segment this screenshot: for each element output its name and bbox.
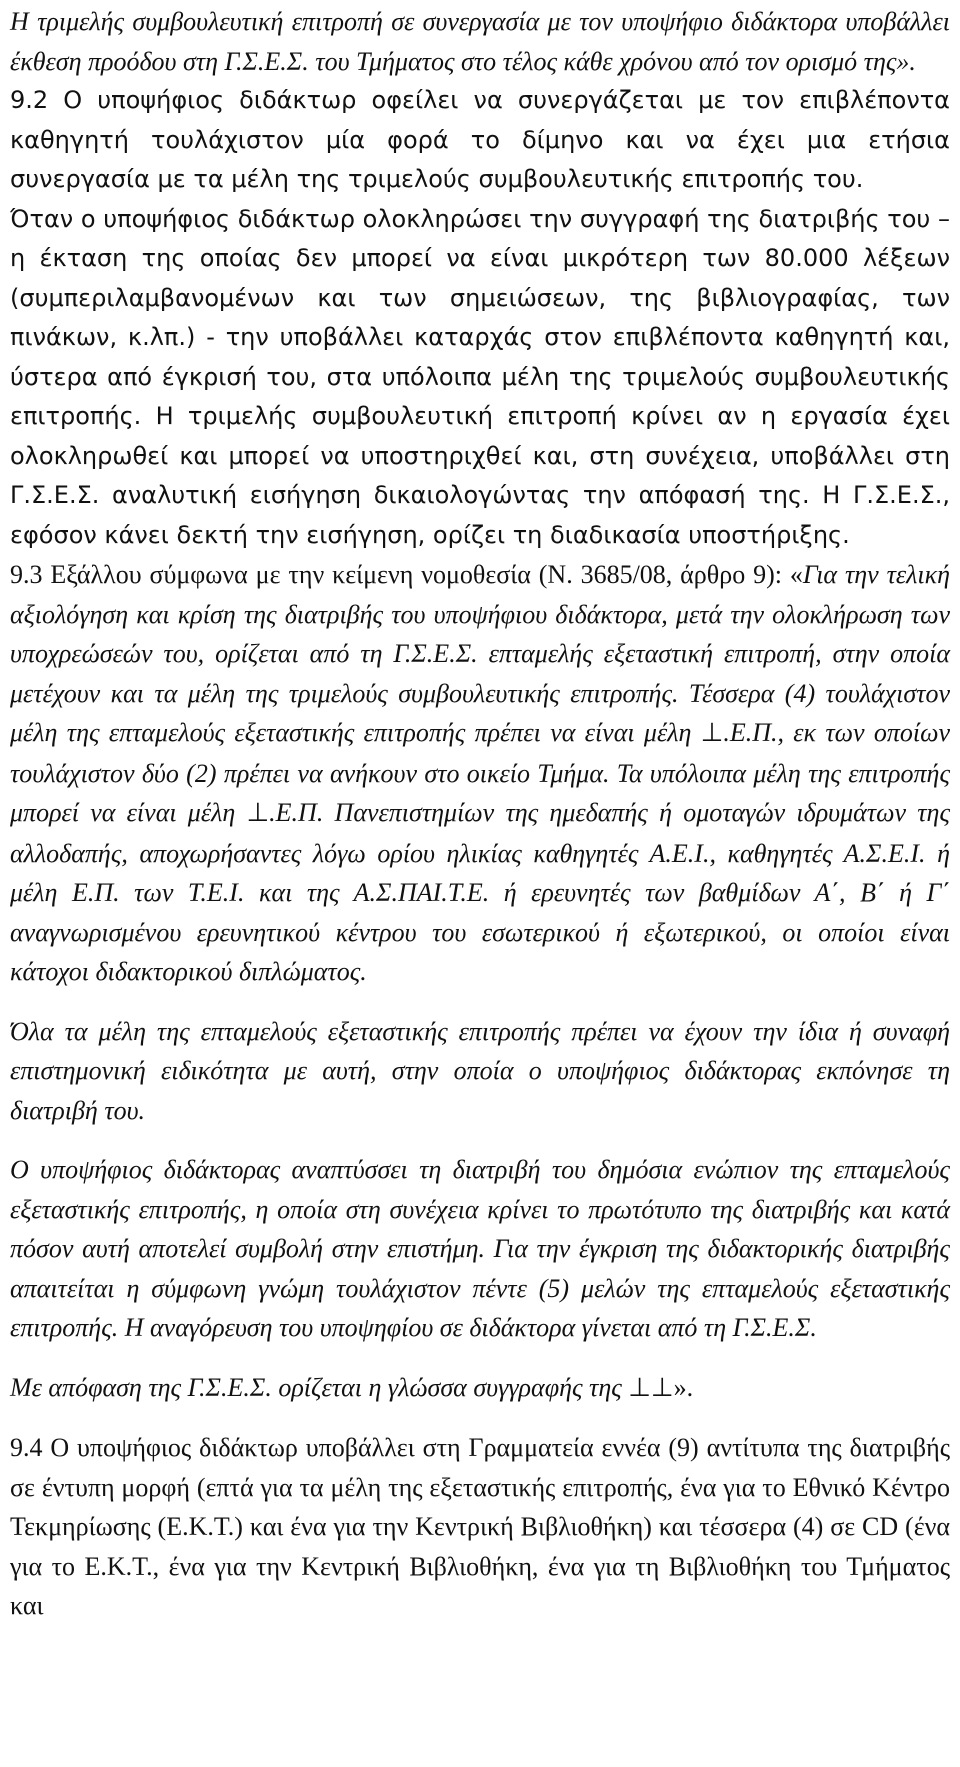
missing-glyph-icon: ⊥ bbox=[700, 718, 724, 748]
paragraph-language-text: Με απόφαση της Γ.Σ.Ε.Σ. ορίζεται η γλώσσα συγγραφής της bbox=[10, 1372, 629, 1402]
missing-glyph-icon: ⊥ bbox=[246, 798, 270, 828]
paragraph-9-3-lead: 9.3 Εξάλλου σύμφωνα με την κείμενη νομοθεσία (Ν. 3685/08, άρθρο 9): « bbox=[10, 560, 803, 589]
paragraph-language-end: ». bbox=[673, 1372, 694, 1402]
paragraph-9-2: 9.2 Ο υποψήφιος διδάκτωρ οφείλει να συνεργάζεται με τον επιβλέποντα καθηγητή τουλάχιστον μία φορά το δίμηνο και να έχει μια ετήσια συνεργασία με τα μέλη της τριμελούς συμβουλευτικής επιτροπής του. bbox=[10, 86, 950, 193]
paragraph-9-3-quote-part-1: Για την τελική αξιολόγηση και κρίση της διατριβής του υποψήφιου διδάκτορα, μετά την ολοκλήρωση των υποχρεώσεών του, ορίζεται από τη Γ.Σ.Ε.Σ. επταμελής εξεταστική επιτροπή, στην οποία μετέχουν και τα μέλη της τριμελούς συμβουλευτικής επιτροπής. Τέσσερα (4) τουλάχιστον μέλη της επταμελούς εξεταστικής επιτροπής πρέπει να είναι μέλη bbox=[10, 560, 950, 747]
paragraph-committee-report: Η τριμελής συμβουλευτική επιτροπή σε συνεργασία με τον υποψήφιο διδάκτορα υποβάλλει έκθεση προόδου στη Γ.Σ.Ε.Σ. του Τμήματος στο τέλος κάθε χρόνου από τον ορισμό της». bbox=[10, 7, 950, 76]
paragraph-language bbox=[10, 1368, 950, 1409]
paragraph-thesis-defense: Ο υποψήφιος διδάκτορας αναπτύσσει τη διατριβή του δημόσια ενώπιον της επταμελούς εξεταστικής επιτροπής, η οποία στη συνέχεια κρίνει το πρωτότυπο της διατριβής και κατά πόσον αυτή αποτελεί συμβολή στην επιστήμη. Για την έγκριση της διδακτορικής διατριβής απαιτείται η σύμφωνη γνώμη τουλάχιστον πέντε (5) μελών της επταμελούς εξεταστικής επιτροπής. Η αναγόρευση του υποψηφίου σε διδάκτορα γίνεται από τη Γ.Σ.Ε.Σ. bbox=[10, 1155, 950, 1342]
paragraph-9-3-quote-part-3: .Ε.Π. Πανεπιστημίων της ημεδαπής ή ομοταγών ιδρυμάτων της αλλοδαπής, αποχωρήσαντες λόγω ορίου ηλικίας καθηγητές Α.Ε.Ι., καθηγητές Α.Σ.Ε.Ι. ή μέλη Ε.Π. των Τ.Ε.Ι. και της Α.Σ.ΠΑΙ.Τ.Ε. ή ερευνητές των βαθμίδων Α΄, Β΄ ή Γ΄ αναγνωρισμένου ερευνητικού κέντρου του εσωτερικού ή εξωτερικού, οι οποίοι είναι κάτοχοι διδακτορικού διπλώματος. bbox=[10, 798, 950, 986]
missing-glyph-icon: ⊥⊥ bbox=[628, 1372, 674, 1403]
paragraph-9-4: 9.4 Ο υποψήφιος διδάκτωρ υποβάλλει στη Γραμματεία εννέα (9) αντίτυπα της διατριβής σε έντυπη μορφή (επτά για τα μέλη της εξεταστικής επιτροπής, ένα για το Εθνικό Κέντρο Τεκμηρίωσης (Ε.Κ.Τ.) και ένα για την Κεντρική Βιβλιοθήκη) και τέσσερα (4) σε CD (ένα για το Ε.Κ.Τ., ένα για την Κεντρική Βιβλιοθήκη, ένα για τη Βιβλιοθήκη του Τμήματος και bbox=[10, 1433, 950, 1620]
paragraph-thesis-submission: Όταν ο υποψήφιος διδάκτωρ ολοκληρώσει την συγγραφή της διατριβής του – η έκταση της οποίας δεν μπορεί να είναι μικρότερη των 80.000 λέξεων (συμπεριλαμβανομένων και των σημειώσεων, της βιβλιογραφίας, των πινάκων, κ.λπ.) - την υποβάλλει καταρχάς στον επιβλέποντα καθηγητή και, ύστερα από έγκρισή του, στα υπόλοιπα μέλη της τριμελούς συμβουλευτικής επιτροπής. Η τριμελής συμβουλευτική επιτροπή κρίνει αν η εργασία έχει ολοκληρωθεί και μπορεί να υποστηριχθεί και, στη συνέχεια, υποβάλλει στη Γ.Σ.Ε.Σ. αναλυτική εισήγηση δικαιολογώντας την απόφασή της. Η Γ.Σ.Ε.Σ., εφόσον κάνει δεκτή την εισήγηση, ορίζει τη διαδικασία υποστήριξης. bbox=[10, 204, 950, 549]
paragraph-9-3-quote-part-2: .Ε.Π., εκ των οποίων τουλάχιστον δύο (2) πρέπει να ανήκουν στο οικείο Τμήμα. Τα υπόλοιπα μέλη της επιτροπής μπορεί να είναι μέλη bbox=[10, 718, 950, 827]
paragraph-committee-members: Όλα τα μέλη της επταμελούς εξεταστικής επιτροπής πρέπει να έχουν την ίδια ή συναφή επιστημονική ειδικότητα με αυτή, στην οποία ο υποψήφιος διδάκτορας εκπόνησε τη διατριβή του. bbox=[10, 1016, 950, 1125]
paragraph-9-3 bbox=[10, 555, 950, 992]
